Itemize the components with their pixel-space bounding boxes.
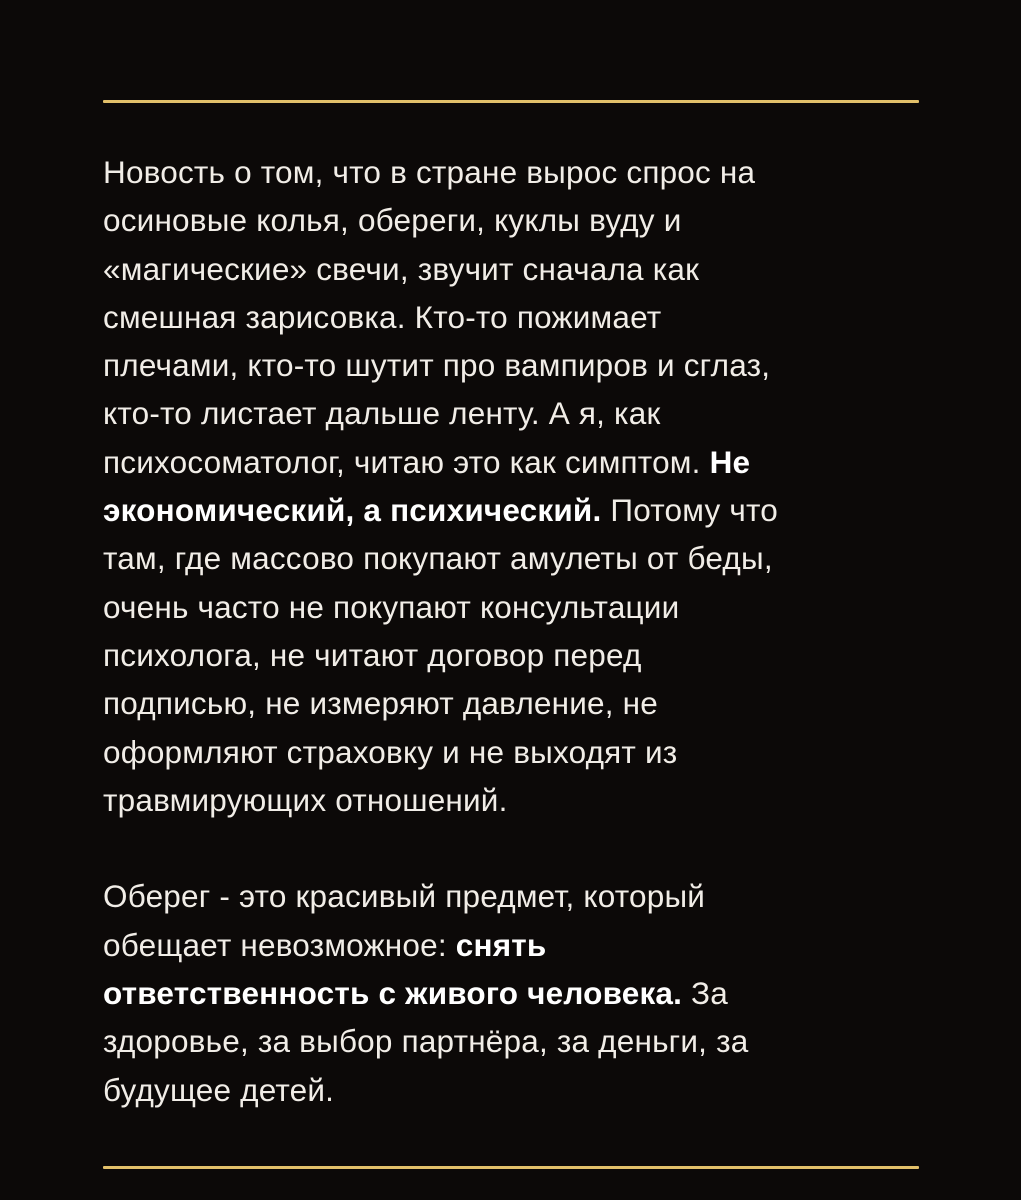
bottom-divider xyxy=(103,1166,919,1169)
text-line xyxy=(103,728,919,776)
text-run: очень часто не покупают консультации xyxy=(103,588,680,625)
text-line xyxy=(103,486,919,534)
text-run: За xyxy=(682,975,729,1012)
bold-emphasis: снять xyxy=(455,926,547,963)
text-run: будущее детей. xyxy=(103,1071,335,1108)
text-line xyxy=(103,1066,919,1114)
text-run: Новость о том, что в стране вырос спрос на xyxy=(103,154,756,190)
text-run: здоровье, за выбор партнёра, за деньги, за xyxy=(103,1023,749,1060)
text-line xyxy=(103,1017,919,1065)
text-run: плечами, кто-то шутит про вампиров и сглаз, xyxy=(103,347,771,384)
bold-emphasis: экономический, а психический. xyxy=(103,492,602,529)
text-run: Оберег - это красивый предмет, который xyxy=(103,878,706,915)
text-run: там, где массово покупают амулеты от беды, xyxy=(103,540,773,577)
text-line xyxy=(103,245,919,293)
text-run: травмирующих отношений. xyxy=(103,781,508,818)
article-body xyxy=(103,148,919,1114)
text-line xyxy=(103,872,919,920)
text-line xyxy=(103,389,919,437)
text-line xyxy=(103,293,919,341)
text-line xyxy=(103,196,919,244)
text-run: психосоматолог, читаю это как симптом. xyxy=(103,443,710,480)
text-run: Потому что xyxy=(601,492,778,529)
text-line xyxy=(103,148,919,196)
text-run: смешная зарисовка. Кто-то пожимает xyxy=(103,298,662,335)
text-line xyxy=(103,438,919,486)
bold-emphasis: ответственность с живого человека. xyxy=(103,975,683,1012)
text-run: психолога, не читают договор перед xyxy=(103,636,642,673)
paragraph-1 xyxy=(103,148,919,824)
text-run: кто-то листает дальше ленту. А я, как xyxy=(103,395,661,432)
text-run: осиновые колья, обереги, куклы вуду и xyxy=(103,202,682,239)
text-line xyxy=(103,583,919,631)
text-run: обещает невозможное: xyxy=(103,926,456,963)
text-line xyxy=(103,341,919,389)
bold-emphasis: Не xyxy=(709,443,751,480)
paragraph-2 xyxy=(103,872,919,1113)
text-run: «магические» свечи, звучит сначала как xyxy=(103,250,700,287)
text-line xyxy=(103,679,919,727)
text-line xyxy=(103,969,919,1017)
text-line xyxy=(103,631,919,679)
text-line xyxy=(103,921,919,969)
top-divider xyxy=(103,100,919,103)
text-run: подписью, не измеряют давление, не xyxy=(103,685,658,722)
text-line xyxy=(103,776,919,824)
text-run: оформляют страховку и не выходят из xyxy=(103,733,678,770)
text-line xyxy=(103,534,919,582)
